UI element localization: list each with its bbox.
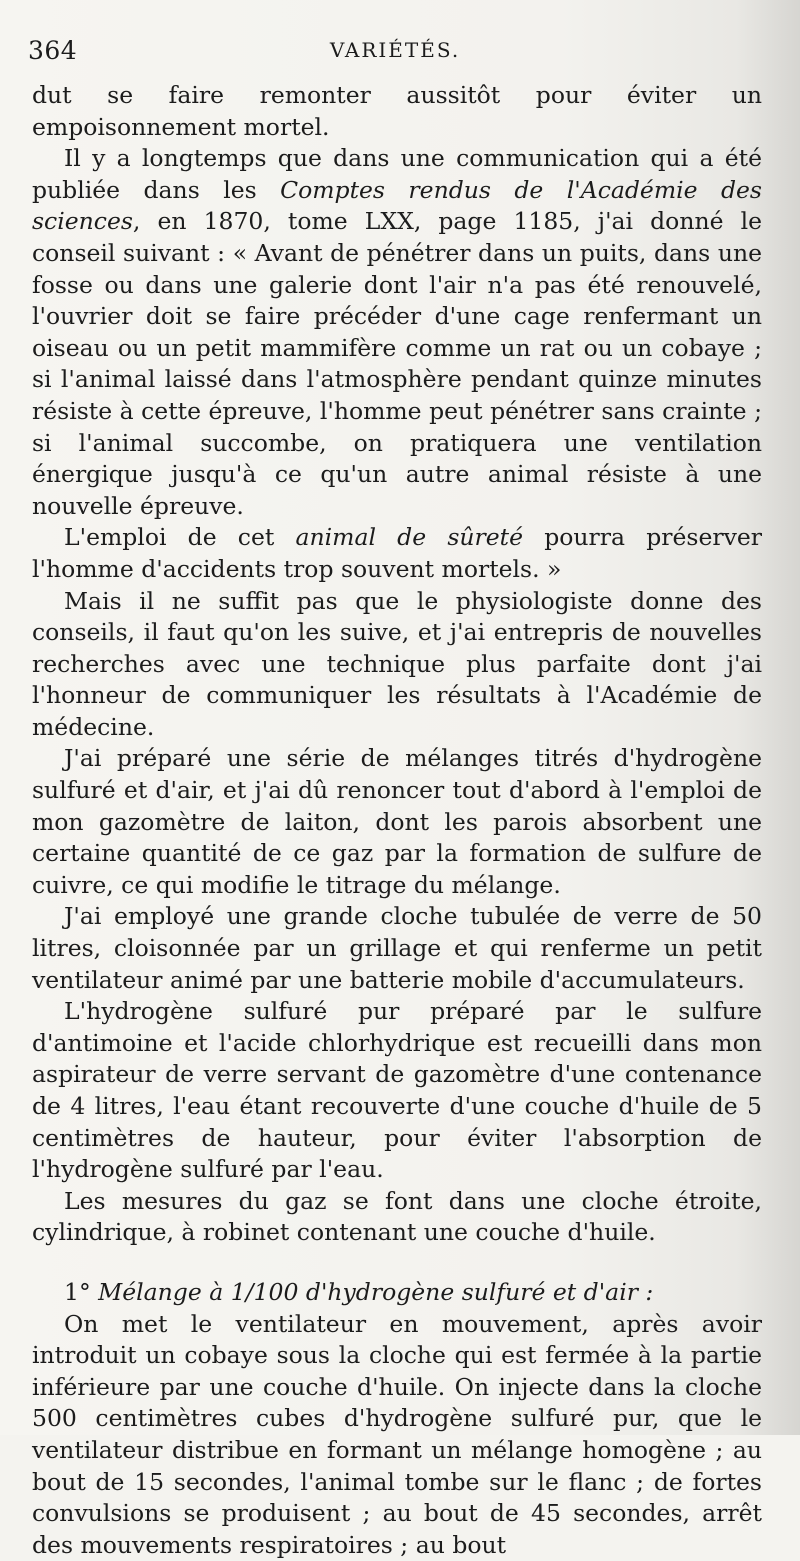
page-header — [28, 36, 762, 76]
paragraph — [32, 1277, 762, 1309]
italic-text: Mélange à 1/100 d'hydrogène sulfuré et d'air : — [98, 1277, 654, 1306]
text-run: Il y a longtemps que dans une communication qui a été publiée dans les — [32, 144, 762, 204]
paragraph — [32, 901, 762, 996]
text-run: pourra préserver l'homme d'accidents trop souvent mortels. » — [32, 523, 762, 583]
italic-text: animal de sûreté — [295, 523, 524, 552]
paragraph — [32, 743, 762, 901]
paragraph — [32, 80, 762, 143]
running-head: VARIÉTÉS. — [329, 38, 461, 62]
paragraph — [32, 522, 762, 585]
paragraph — [32, 996, 762, 1186]
text-run: dut se faire remonter aussitôt pour éviter un empoisonnement mortel. — [32, 81, 762, 141]
paragraph — [32, 586, 762, 744]
text-run: Mais il ne suffit pas que le physiologiste donne des conseils, il faut qu'on les suive, et j'ai entrepris de nouvelles recherches avec une technique plus parfaite dont j'ai l'honneur de communiquer les résultats à l'Académie de médecine. — [32, 586, 762, 741]
text-run: , en 1870, tome LXX, page 1185, j'ai donné le conseil suivant : « Avant de pénétrer dans un puits, dans une fosse ou dans une galerie dont l'air n'a pas été renouvelé, l'ouvrier doit se faire précéder d'une cage renfermant un oiseau ou un petit mammifère comme un rat ou un cobaye ; si l'animal laissé dans l'atmosphère pendant quinze minutes résiste à cette épreuve, l'homme peut pénétrer sans crainte ; si l'animal succombe, on pratiquera une ventilation énergique jusqu'à ce qu'un autre animal résiste à une nouvelle épreuve. — [32, 207, 762, 520]
text-run: J'ai préparé une série de mélanges titrés d'hydrogène sulfuré et d'air, et j'ai dû renoncer tout d'abord à l'emploi de mon gazomètre de laiton, dont les parois absorbent une certaine quantité de ce gaz par la formation de sulfure de cuivre, ce qui modifie le titrage du mélange. — [32, 744, 762, 899]
italic-text: Comptes rendus de l'Académie des sciences — [32, 175, 762, 236]
text-run: Les mesures du gaz se font dans une cloche étroite, cylindrique, à robinet contenant une couche d'huile. — [32, 1186, 762, 1247]
text-run: J'ai employé une grande cloche tubulée de verre de 50 litres, cloisonnée par un grillage et qui renferme un petit ventilateur animé par une batterie mobile d'accumulateurs. — [32, 902, 762, 994]
paragraph — [32, 1186, 762, 1249]
text-run: L'emploi de cet — [64, 523, 296, 552]
text-run: On met le ventilateur en mouvement, après avoir introduit un cobaye sous la cloche qui est fermée à la partie inférieure par une couche d'huile. On injecte dans la cloche 500 centimètres cubes d'hydrogène sulfuré pur, que le ventilateur distribue en formant un mélange homogène ; au bout de 15 secondes, l'animal tombe sur le flanc ; de fortes convulsions se produisent ; au bout de 45 secondes, arrêt des mouvements respiratoires ; au bout — [32, 1309, 762, 1559]
text-run: 1° — [64, 1277, 99, 1306]
text-run: L'hydrogène sulfuré pur préparé par le sulfure d'antimoine et l'acide chlorhydrique est recueilli dans mon aspirateur de verre servant de gazomètre d'une contenance de 4 litres, l'eau étant recouverte d'une couche d'huile de 5 centimètres de hauteur, pour éviter l'absorption de l'hydrogène sulfuré par l'eau. — [32, 997, 762, 1184]
page-number: 364 — [28, 36, 78, 65]
paragraph — [32, 143, 762, 522]
paragraph — [32, 1309, 762, 1561]
body-text — [32, 80, 762, 1561]
